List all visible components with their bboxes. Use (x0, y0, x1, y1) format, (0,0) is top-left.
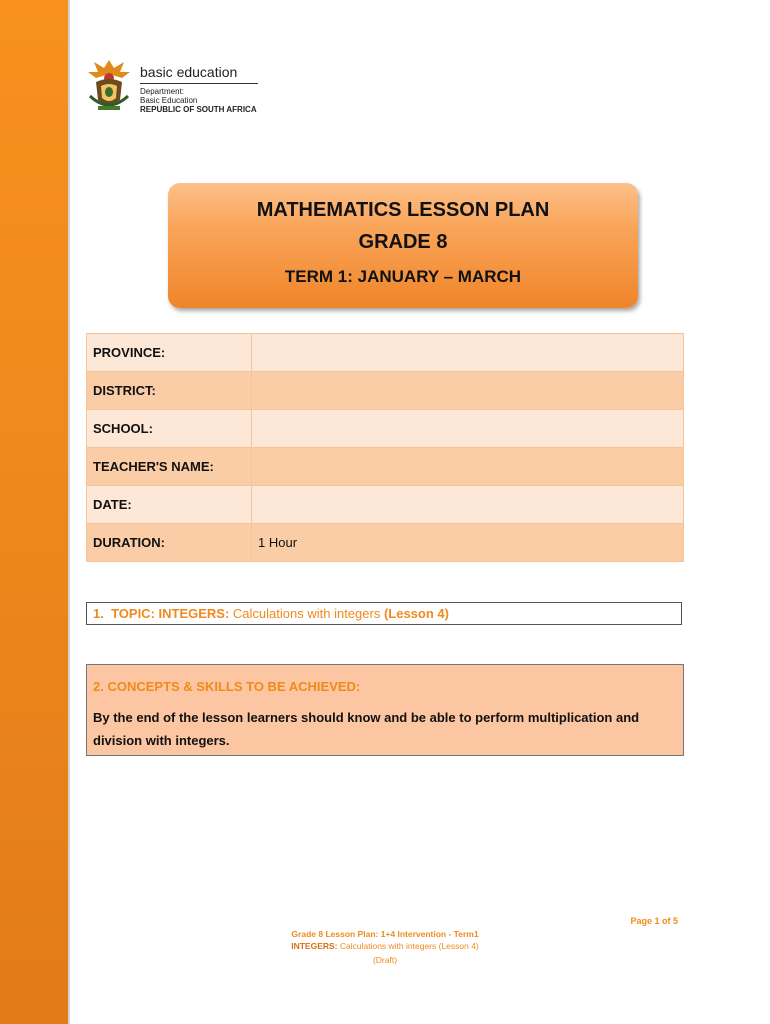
table-row (87, 372, 684, 410)
teacher-name-field[interactable] (252, 448, 684, 486)
coat-of-arms-icon (84, 56, 134, 114)
term-title: TERM 1: JANUARY – MARCH (284, 267, 522, 286)
orange-side-bar (0, 0, 70, 1024)
duration-label: DURATION: (87, 524, 252, 562)
table-row (87, 334, 684, 372)
school-label: SCHOOL: (87, 410, 252, 448)
teacher-name-label: TEACHER'S NAME: (87, 448, 252, 486)
table-row (87, 524, 684, 562)
table-row (87, 486, 684, 524)
concepts-box (86, 664, 684, 756)
page-footer (270, 928, 500, 966)
province-field[interactable] (252, 334, 684, 372)
table-row (87, 410, 684, 448)
info-table (86, 333, 684, 562)
title-banner (168, 183, 638, 308)
grade-title: GRADE 8 (358, 231, 448, 253)
date-field[interactable] (252, 486, 684, 524)
logo-title: basic education (140, 64, 258, 84)
topic-number: 1. (93, 606, 104, 621)
topic-lesson: (Lesson 4) (383, 606, 449, 621)
logo-basic-education: Basic Education (140, 96, 198, 105)
document-title: MATHEMATICS LESSON PLAN (256, 199, 550, 221)
date-label: DATE: (87, 486, 252, 524)
logo-department: Department: (140, 87, 185, 96)
footer-draft: (Draft) (372, 955, 398, 965)
school-field[interactable] (252, 410, 684, 448)
table-row (87, 448, 684, 486)
topic-label: TOPIC: INTEGERS: (111, 606, 230, 621)
concepts-heading: 2. CONCEPTS & SKILLS TO BE ACHIEVED: (93, 679, 361, 694)
district-field[interactable] (252, 372, 684, 410)
province-label: PROVINCE: (87, 334, 252, 372)
topic-box (86, 602, 682, 625)
footer-line1: Grade 8 Lesson Plan: 1+4 Intervention - Term1 (291, 929, 479, 939)
dbe-logo (84, 56, 264, 116)
footer-integers-label: INTEGERS: (291, 941, 338, 951)
footer-lesson-text: Calculations with integers (Lesson 4) (339, 941, 479, 951)
district-label: DISTRICT: (87, 372, 252, 410)
topic-text: Calculations with integers (232, 606, 381, 621)
page-number: Page 1 of 5 (630, 916, 678, 926)
logo-republic: REPUBLIC OF SOUTH AFRICA (140, 105, 257, 114)
duration-value[interactable]: 1 Hour (252, 524, 684, 562)
concepts-body: By the end of the lesson learners should know and be able to perform multiplication and division with integers. (93, 710, 640, 748)
